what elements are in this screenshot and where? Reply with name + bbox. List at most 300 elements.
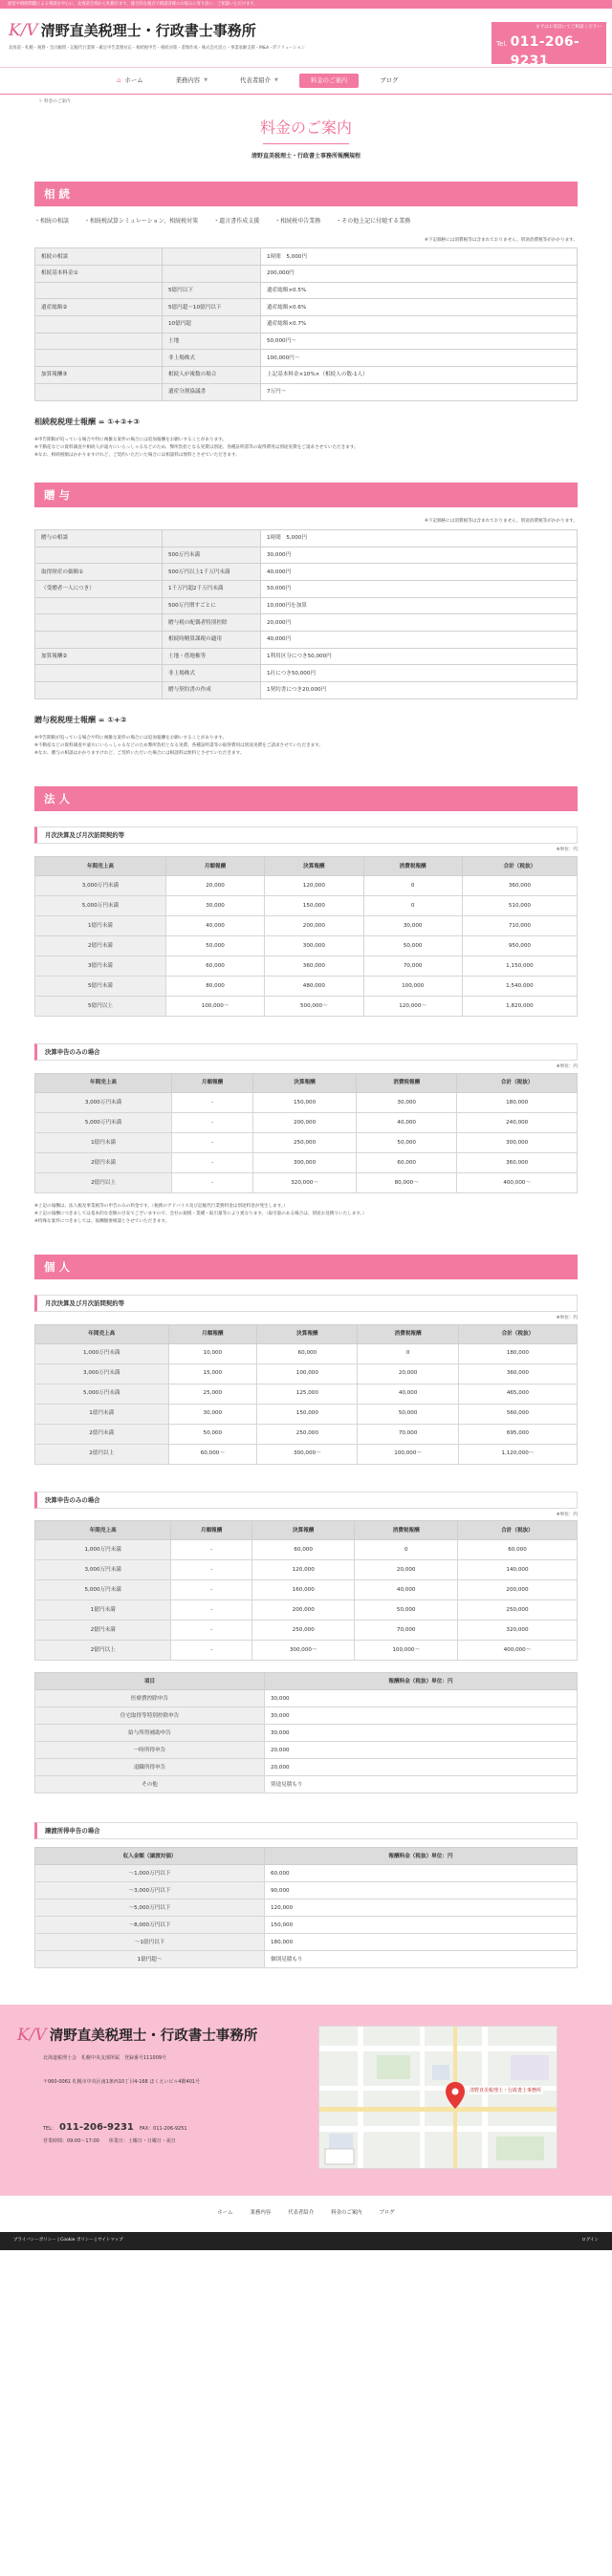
table-row [35,564,578,581]
table-row [35,547,578,564]
nav-representative-label: 代表者紹介 [240,75,271,84]
table-row [35,1621,578,1641]
cell: 5億円未満 [35,977,166,997]
footer-fax: FAX：011-206-9251 [139,2126,187,2133]
cell: 120,000 [251,1560,355,1580]
cell: 医療費控除申告 [35,1690,265,1707]
cell: 2億円以上 [35,1641,171,1661]
cell: 2億円以上 [35,1444,169,1464]
row-sublabel: 相続時精算課税の適用 [163,632,261,649]
cell: 200,000 [251,1600,355,1621]
top-strip: 経営や相続問題による相談を中心に、北海道全域から札幌市まで、総合的な視点で相談者様のお悩みに寄り添い、ご相談いただけます。 [0,0,612,9]
tel-lead: まずはお電話にてご相談ください [536,25,601,30]
row-sublabel: 5億円以下 [163,282,261,299]
cell: 0 [358,1343,458,1363]
table-header-row [35,1521,578,1540]
title-underline [263,143,349,144]
row-sublabel: 500万円以上1千万円未満 [163,564,261,581]
cell: 5,000万円未満 [35,1384,169,1404]
cell: 120,000 [265,1900,578,1917]
row-value: 40,000円 [261,632,578,649]
policy-links[interactable]: プライバシーポリシー | Cookie ポリシー | サイトマップ [13,2238,123,2243]
col-header: 合計（税抜） [458,1324,577,1343]
footer-contact [43,2121,187,2136]
row-sublabel: 贈与契約書の作成 [163,682,261,699]
unit-note: ※単位：円 [556,1315,578,1320]
cell: 480,000 [265,977,363,997]
col-header: 収入金額（譲渡対価） [35,1848,265,1865]
row-label [35,632,163,649]
note-line: ※不動産などの資料調査や相続人が遠方にいらっしゃるなどのため、弊所負担となる実費は別途、各種証明書等の取得費用は別途実費をご請求させていただきます。 [34,445,359,451]
row-value: 200,000円 [261,266,578,283]
cell: 40,000 [165,916,264,936]
footer-hours: 営業時間：09:00〜17:00 休業日：土曜日・日曜日・祝日 [43,2138,176,2145]
row-sublabel: 土地・借地権等 [163,648,261,665]
footer-nav-representative[interactable]: 代表者紹介 [288,2210,315,2217]
page-title-text: 料金のご案内 [259,118,352,137]
bottom-bar [0,2232,612,2250]
row-value: 遺産総額×0.5% [261,282,578,299]
table-row [35,997,578,1017]
note-line: ※上記の報酬につきましては基本的な金額の目安でございますので、会社の規模・業種・取引量等により異なります。（取引量のある場合は、別途お見積りいたします。） [34,1211,367,1216]
cell: 300,000〜 [257,1444,358,1464]
cell: 15,000 [168,1363,257,1384]
tax-note: ※下記価格には消費税等は含まれておりません。別途消費税等がかかります。 [425,519,578,525]
individual-annual-table [34,1520,578,1661]
row-value: 50,000円〜 [261,333,578,350]
table-row [35,1742,578,1759]
cell: 1億円未満 [35,1600,171,1621]
cell: 20,000 [358,1363,458,1384]
inheritance-formula: 相続税税理士報酬 = ①+②+③ [34,417,140,426]
footer-association: 北海道税理士会 札幌中央支部所属 登録番号111009号 [43,2055,167,2062]
cell: - [171,1600,252,1621]
site-header [0,9,612,78]
cell: 30,000 [165,896,264,916]
col-header: 消費税報酬 [355,1521,458,1540]
col-header: 月額報酬 [168,1324,257,1343]
cell: 150,000 [253,1092,357,1112]
office-name: 清野直美税理士・行政書士事務所 [40,22,256,39]
table-row [35,350,578,367]
cell: 70,000 [355,1621,458,1641]
cell: 140,000 [457,1560,577,1580]
row-value: 40,000円 [261,564,578,581]
table-header-row [35,1848,578,1865]
cell: 5,000万円未満 [35,1580,171,1600]
note-line: ※なお、相続税額はかかりますけれど、ご契約いただいた場合には相談料は無料とさせていただきます。 [34,453,240,459]
cell: 400,000〜 [457,1172,578,1192]
cell: 250,000 [253,1132,357,1152]
row-value: 1社につき50,000円 [261,665,578,682]
row-sublabel: 相続人が複数の場合 [163,367,261,384]
cell: 30,000 [265,1690,578,1707]
table-row [35,316,578,333]
cell: 〜5,000万円以下 [35,1900,265,1917]
cell: 25,000 [168,1384,257,1404]
map-graphic [319,2027,557,2169]
cell: 1億円未満 [35,916,166,936]
table-row [35,1560,578,1580]
row-label [35,597,163,614]
row-label: 遺産総額② [35,299,163,316]
cell: 70,000 [363,956,462,977]
cell: 160,000 [251,1580,355,1600]
table-row [35,1600,578,1621]
row-label [35,665,163,682]
row-value: 1利用区分につき50,000円 [261,648,578,665]
table-row [35,1152,578,1172]
row-sublabel: 10億円超 [163,316,261,333]
cell: - [172,1132,253,1152]
cell: 2億円未満 [35,1152,172,1172]
footer-nav-fees[interactable]: 料金のご案内 [331,2210,362,2217]
table-row [35,1404,578,1424]
section-heading-gift: 贈 与 [34,483,578,507]
cell: 100,000〜 [165,997,264,1017]
unit-note: ※単位：円 [556,1064,578,1070]
cell: 30,000 [168,1404,257,1424]
row-value: 上記基本料金×10%×（相続人の数-1人） [261,367,578,384]
cell: 60,000 [257,1343,358,1363]
table-row [35,1540,578,1560]
row-sublabel: 非上場株式 [163,665,261,682]
cell: 1,000万円未満 [35,1343,169,1363]
table-row [35,1725,578,1742]
col-header: 決算報酬 [257,1324,358,1343]
cell: 2億円以上 [35,1172,172,1192]
cell: 300,000〜 [251,1641,355,1661]
cell: 50,000 [357,1132,457,1152]
table-row [35,248,578,266]
table-row [35,1580,578,1600]
row-sublabel: 土地 [163,333,261,350]
row-sublabel [163,529,261,547]
cell: 別途見積もり [265,1776,578,1793]
cell: 1,120,000〜 [458,1444,577,1464]
cell: 300,000 [457,1132,578,1152]
home-icon: ⌂ [117,76,121,85]
cell: その他 [35,1776,265,1793]
table-header-row [35,857,578,876]
cell: 2億円未満 [35,1424,169,1444]
row-label: 取得財産の価額① [35,564,163,581]
cell: 80,000 [165,977,264,997]
cell: 0 [355,1540,458,1560]
cell: 360,000 [265,956,363,977]
col-header: 消費税報酬 [363,857,462,876]
row-sublabel: 遺産分割協議書 [163,383,261,400]
cell: 1,150,000 [462,956,577,977]
cell: 320,000〜 [253,1172,357,1192]
table-row [35,1092,578,1112]
cell: 70,000 [358,1424,458,1444]
cell: - [171,1580,252,1600]
col-header: 合計（税抜） [457,1521,577,1540]
cell: 50,000 [165,936,264,956]
row-sublabel: 500万円増すごとに [163,597,261,614]
cell: 100,000 [257,1363,358,1384]
col-header: 決算報酬 [253,1073,357,1092]
inheritance-fee-table [34,247,578,400]
cell: 〜3,000万円以下 [35,1882,265,1900]
corporate-annual-heading: 決算申告のみの場合 [34,1043,578,1061]
table-header-row [35,1324,578,1343]
footer-nav-services[interactable]: 業務内容 [250,2210,272,2217]
transfer-income-heading: 譲渡所得申告の場合 [34,1822,578,1839]
col-header: 消費税報酬 [357,1073,457,1092]
col-header: 月額報酬 [165,857,264,876]
lead-title: 清野直美税理士・行政書士事務所報酬規程 [251,153,361,160]
row-label: 相続の相談 [35,248,163,266]
cell: 〜1億円以下 [35,1934,265,1951]
table-row [35,1951,578,1968]
cell: 20,000 [265,1759,578,1776]
table-row [35,367,578,384]
nav-fees[interactable] [299,74,359,88]
row-sublabel: 贈与税の配偶者特別控除 [163,614,261,632]
service-item: ・相続税申告業務 [274,218,321,225]
nav-home-label: ホーム [124,75,143,84]
row-label: （受贈者一人につき） [35,580,163,597]
table-row [35,632,578,649]
cell: 250,000 [251,1621,355,1641]
service-item: ・相続税試算シミュレーション、相続税対策 [84,218,199,225]
cell: 〜8,000万円以下 [35,1917,265,1934]
inheritance-notes [34,437,578,460]
note-line: ※特殊な案件につきましては、報酬額要相談とさせていただきます。 [34,1218,170,1224]
cell: 60,000 [165,956,264,977]
cell: 60,000 [265,1865,578,1882]
cell: 320,000 [457,1621,577,1641]
col-header: 報酬料金（税抜）単位：円 [265,1848,578,1865]
table-row [35,1363,578,1384]
location-map[interactable] [318,2026,557,2169]
corporate-annual-table [34,1073,578,1193]
cell: 50,000 [168,1424,257,1444]
col-header: 合計（税抜） [457,1073,578,1092]
table-row [35,614,578,632]
cell: 2億円未満 [35,1621,171,1641]
footer-nav [0,2196,612,2232]
note-line: ※申告期限が迫っている場合や特に複雑な案件の場合には追加報酬をお願いすることがあります。 [34,438,228,443]
nav-representative[interactable] [229,74,290,88]
cell: 30,000 [265,1725,578,1742]
table-row [35,956,578,977]
header-tel-box[interactable] [492,22,606,78]
cell: 個別見積もり [265,1951,578,1968]
service-item: ・その他上記に付随する業務 [336,218,411,225]
row-label: 贈与の相談 [35,529,163,547]
cell: 1,820,000 [462,997,577,1017]
cell: 20,000 [355,1560,458,1580]
col-header: 年間売上高 [35,1073,172,1092]
cell: 300,000 [253,1152,357,1172]
cell: 60,000〜 [168,1444,257,1464]
cell: 1,540,000 [462,977,577,997]
header-tel-number[interactable]: 011-206-9231 [510,33,580,69]
cell: 200,000 [457,1580,577,1600]
individual-annual-heading: 決算申告のみの場合 [34,1492,578,1509]
nav-blog[interactable] [368,74,409,88]
col-header: 合計（税抜） [462,857,577,876]
table-row [35,648,578,665]
gift-fee-table [34,529,578,699]
cell: 150,000 [257,1404,358,1424]
cell: - [172,1112,253,1132]
main-content [34,153,578,1968]
row-value: 7万円〜 [261,383,578,400]
footer-nav-blog[interactable]: ブログ [379,2210,395,2217]
cell: - [171,1560,252,1580]
table-row [35,977,578,997]
cell: 180,000 [265,1934,578,1951]
cell: 250,000 [257,1424,358,1444]
cell: 5,000万円未満 [35,896,166,916]
cell: 40,000 [358,1384,458,1404]
table-row [35,597,578,614]
table-row [35,266,578,283]
cell: 1億円未満 [35,1132,172,1152]
row-value: 1時間 5,000円 [261,529,578,547]
cell: 465,000 [458,1384,577,1404]
cell: 40,000 [357,1112,457,1132]
table-row [35,580,578,597]
footer-nav-home[interactable]: ホーム [217,2210,233,2217]
service-item: ・遺言書作成支援 [213,218,260,225]
col-header: 項目 [35,1673,265,1690]
cell: 退職所得申告 [35,1759,265,1776]
cell: 30,000 [363,916,462,936]
note-line: ※上記の報酬は、法人税及事業税等の申告のみの料金です。（税務のアドバイス及び記帳代行業務料金は別途料金が発生します。） [34,1203,288,1209]
cell: 250,000 [457,1600,577,1621]
row-label [35,682,163,699]
cell: 20,000 [265,1742,578,1759]
row-sublabel [163,248,261,266]
row-value: 20,000円 [261,614,578,632]
cell: 0 [363,896,462,916]
cell: 150,000 [265,1917,578,1934]
table-row [35,1132,578,1152]
cell: 50,000 [363,936,462,956]
cell: 3,000万円未満 [35,876,166,896]
cell: 50,000 [355,1600,458,1621]
footer-logo[interactable] [17,2026,257,2046]
cell: 3,000万円未満 [35,1092,172,1112]
logo-mark-icon: K/V [9,21,38,41]
cell: 240,000 [457,1112,578,1132]
col-header: 年間売上高 [35,857,166,876]
table-row [35,1172,578,1192]
table-header-row [35,1673,578,1690]
corporate-monthly-table [34,856,578,1017]
table-row [35,529,578,547]
row-sublabel [163,266,261,283]
row-sublabel: 5億円超〜10億円以下 [163,299,261,316]
gift-formula: 贈与税税理士報酬 = ①+② [34,715,127,724]
header-subtitle: 北海道・札幌・税務・会計顧問・記帳代行業務・確定申告業務対応・相続税申告・相続対策・書類作成・株式会社設立・事業承継支援・M&A・ITソリューション [9,46,306,51]
cell: - [171,1641,252,1661]
cell: 120,000〜 [363,997,462,1017]
cell: 100,000〜 [355,1641,458,1661]
cell: 560,000 [458,1404,577,1424]
col-header: 決算報酬 [265,857,363,876]
row-sublabel: 500万円未満 [163,547,261,564]
table-row [35,1759,578,1776]
footer-tel-number[interactable]: 011-206-9231 [59,2122,134,2134]
cell: 5,000万円未満 [35,1112,172,1132]
table-row [35,1690,578,1707]
breadcrumb[interactable]: ト 料金のご案内 [38,99,71,104]
col-header: 年間売上高 [35,1521,171,1540]
row-value: 10,000円を加算 [261,597,578,614]
table-row [35,916,578,936]
cell: 10,000 [168,1343,257,1363]
table-row [35,383,578,400]
cell: 30,000 [265,1707,578,1725]
row-label [35,547,163,564]
cell: 2億円未満 [35,936,166,956]
individual-monthly-heading: 月次決算及び月次訪問契約等 [34,1295,578,1312]
cell: 50,000 [358,1404,458,1424]
site-logo[interactable] [9,21,256,42]
nav-services-label: 業務内容 [175,75,201,84]
cell: 200,000 [253,1112,357,1132]
section-heading-inheritance: 相 続 [34,182,578,206]
cell: 360,000 [462,876,577,896]
row-label [35,282,163,299]
cell: 180,000 [458,1343,577,1363]
cell: - [171,1621,252,1641]
cell: 0 [363,876,462,896]
chevron-down-icon: ▼ [204,76,208,83]
cell: 60,000 [251,1540,355,1560]
table-row [35,1865,578,1882]
table-row [35,1424,578,1444]
col-header: 月額報酬 [172,1073,253,1092]
tel-label: Tel. [496,39,508,48]
cell: 60,000 [457,1540,577,1560]
cell: 120,000 [265,876,363,896]
chevron-down-icon: ▼ [274,76,278,83]
col-header: 報酬料金（税抜）単位：円 [265,1673,578,1690]
row-value: 1契約書につき20,000円 [261,682,578,699]
cell: 住宅取得等特別控除申告 [35,1707,265,1725]
nav-home[interactable] [105,73,155,88]
logo-mark-icon: K/V [17,2026,47,2046]
nav-services[interactable] [164,74,219,88]
table-row [35,1934,578,1951]
col-header: 年間売上高 [35,1324,169,1343]
header-hours: 営業時間 平日9:00〜17:00 休業日 土・日・祝 [496,73,583,78]
section-heading-corporate: 法 人 [34,786,578,811]
corporate-monthly-heading: 月次決算及び月次訪問契約等 [34,826,578,844]
footer-office-name: 清野直美税理士・行政書士事務所 [49,2028,258,2045]
login-link[interactable]: ログイン [581,2238,599,2243]
unit-note: ※単位：円 [556,848,578,853]
nav-blog-label: ブログ [380,75,399,84]
cell: 5億円以上 [35,997,166,1017]
cell: 60,000 [357,1152,457,1172]
table-row [35,1112,578,1132]
table-row [35,1444,578,1464]
cell: - [172,1092,253,1112]
inheritance-services [34,218,578,226]
table-row [35,1917,578,1934]
cell: 200,000 [265,916,363,936]
table-row [35,1343,578,1363]
cell: 3,000万円未満 [35,1363,169,1384]
